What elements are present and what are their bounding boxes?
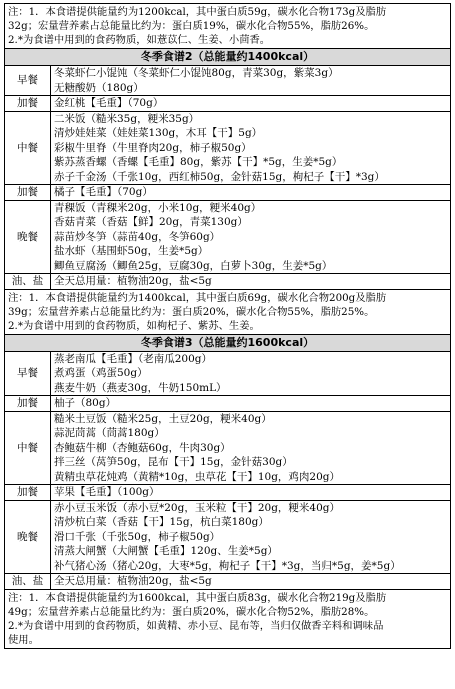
note-line: 2.*为食谱中用到的食药物质，如枸杞子、紫苏、生姜。 [8, 319, 260, 332]
menu-table [4, 3, 451, 649]
note-1200-cell [5, 4, 451, 49]
note-1600 [5, 589, 451, 648]
note-line: 注：1．本食谱提供能量约为1200kcal，其中蛋白质59g，碳水化合物173g及脂肪 [8, 6, 387, 18]
meal-content [51, 485, 451, 501]
dish-line: 煮鸡蛋（鸡蛋50g） [54, 367, 148, 379]
dish-line: 拌三丝（莴笋50g，昆布【干】15g，金针菇30g） [54, 456, 293, 468]
dish-line: 橘子【毛重】（70g） [54, 186, 153, 198]
dish-line: 蒸老南瓜【毛重】（老南瓜200g） [54, 352, 213, 365]
meal-row [5, 411, 451, 485]
dish-line: 糙米土豆饭（糙米25g，土豆20g，粳米40g） [54, 412, 272, 425]
note-line: 49g；宏量营养素占总能量比约为：蛋白质20%，碳水化合物52%，脂肪28%。 [8, 605, 375, 618]
meal-row [5, 200, 451, 274]
dish-line: 无糖酸奶（180g） [54, 81, 144, 94]
dish-line: 鲫鱼豆腐汤（鲫鱼25g，豆腐30g，白萝卜30g，生姜*5g） [54, 259, 333, 272]
meal-row [5, 351, 451, 396]
dish-line: 紫苏蒸香螺（香螺【毛重】80g，紫苏【干】*5g，生姜*5g） [54, 156, 343, 168]
dish-line: 赤子千金汤（千张10g，西红柿50g，金针菇15g，枸杞子【干】*3g） [54, 170, 385, 183]
dish-line: 柚子（80g） [54, 397, 117, 409]
dish-line: 蒜苗炒冬笋（蒜苗40g，冬笋60g） [54, 230, 221, 243]
meal-label: 加餐 [5, 185, 51, 201]
meal-label: 油、盐 [5, 574, 51, 590]
dish-line: 滑口千张（千张50g，柿子椒50g） [54, 530, 221, 543]
meal-content [51, 111, 451, 185]
meal-row [5, 396, 451, 412]
note-1400-cell [5, 289, 451, 334]
dish-line: 冬菜虾仁小馄饨（冬菜虾仁小馄饨80g，青菜30g，紫菜3g） [54, 67, 339, 79]
meal-label: 晚餐 [5, 500, 51, 574]
dish-line: 全天总用量：植物油20g，盐<5g [54, 275, 212, 287]
dish-line: 蒜泥茼蒿（茼蒿180g） [54, 427, 165, 439]
meal-content [51, 574, 451, 590]
meal-label: 油、盐 [5, 274, 51, 290]
meal-label: 中餐 [5, 411, 51, 485]
meal-row [5, 500, 451, 574]
note-line: 39g；宏量营养素占总能量比约为：蛋白质20%，碳水化合物55%，脂肪25%。 [8, 305, 375, 318]
meal-label: 晚餐 [5, 200, 51, 274]
dish-line: 清炒娃娃菜（娃娃菜130g，木耳【干】5g） [54, 127, 263, 139]
menu3-title: 冬季食谱3（总能量约1600kcal） [5, 334, 451, 351]
menu3-title-row [5, 334, 451, 351]
note-1600-cell [5, 589, 451, 648]
note-line: 32g；宏量营养素占总能量比约为：蛋白质19%，碳水化合物55%，脂肪26%。 [8, 20, 375, 32]
dish-line: 二米饭（糙米35g，粳米35g） [54, 112, 200, 125]
meal-content [51, 185, 451, 201]
meal-label: 加餐 [5, 396, 51, 412]
note-1400 [5, 289, 451, 334]
meal-content [51, 500, 451, 574]
dish-line: 杏鲍菇牛柳（杏鲍菇60g，牛肉30g） [54, 441, 231, 454]
dish-line: 清蒸大闸蟹（大闸蟹【毛重】120g、生姜*5g） [54, 545, 278, 557]
dish-line: 全天总用量：植物油20g，盐<5g [54, 575, 212, 587]
note-line: 2.*为食谱中用到的食药物质，如黄精、赤小豆、昆布等，当归仅做香辛料和调味品 [8, 619, 384, 632]
dish-line: 青稞饭（青稞米20g，小米10g，粳米40g） [54, 201, 262, 214]
dish-line: 赤小豆玉米饭（赤小豆*20g，玉米粒【干】20g，粳米40g） [54, 501, 340, 514]
meal-row [5, 96, 451, 112]
meal-content [51, 351, 451, 396]
meal-label: 早餐 [5, 351, 51, 396]
dish-line: 黄精虫草花炖鸡（黄精*10g，虫草花【干】10g，鸡肉20g） [54, 470, 340, 483]
meal-row [5, 274, 451, 290]
dish-line: 补气猪心汤（猪心20g，大枣*5g，枸杞子【干】*3g，当归*5g，姜*5g） [54, 559, 401, 572]
meal-content [51, 96, 451, 112]
meal-content [51, 396, 451, 412]
meal-row [5, 185, 451, 201]
meal-content [51, 274, 451, 290]
dish-line: 盐水虾（基围虾50g，生姜*5g） [54, 245, 209, 257]
note-1200 [5, 4, 451, 49]
dish-line: 香菇青菜（香菇【鲜】20g，青菜130g） [54, 216, 248, 228]
meal-row [5, 485, 451, 501]
meal-row [5, 111, 451, 185]
note-line: 注：1．本食谱提供能量约为1600kcal，其中蛋白质83g，碳水化合物219g及脂肪 [8, 591, 387, 604]
dish-line: 彩椒牛里脊（牛里脊肉20g，柿子椒50g） [54, 141, 252, 154]
meal-label: 早餐 [5, 66, 51, 96]
meal-row [5, 574, 451, 590]
meal-label: 加餐 [5, 96, 51, 112]
menu2-title: 冬季食谱2（总能量约1400kcal） [5, 49, 451, 66]
menu2-title-row [5, 49, 451, 66]
note-line: 注：1．本食谱提供能量约为1400kcal，其中蛋白质69g，碳水化合物200g及脂肪 [8, 291, 387, 304]
dish-line: 金红桃【毛重】（70g） [54, 97, 164, 109]
dish-line: 清炒杭白菜（香菇【干】15g，杭白菜180g） [54, 516, 269, 528]
meal-label: 加餐 [5, 485, 51, 501]
dish-line: 苹果【毛重】（100g） [54, 486, 160, 498]
meal-content [51, 200, 451, 274]
note-line: 2.*为食谱中用到的食药物质，如薏苡仁、生姜、小茴香。 [8, 34, 271, 46]
note-line: 使用。 [8, 633, 39, 646]
meal-content [51, 66, 451, 96]
meal-content [51, 411, 451, 485]
dish-line: 燕麦牛奶（燕麦30g，牛奶150mL） [54, 381, 227, 394]
meal-label: 中餐 [5, 111, 51, 185]
meal-row [5, 66, 451, 96]
document-page [4, 3, 451, 649]
